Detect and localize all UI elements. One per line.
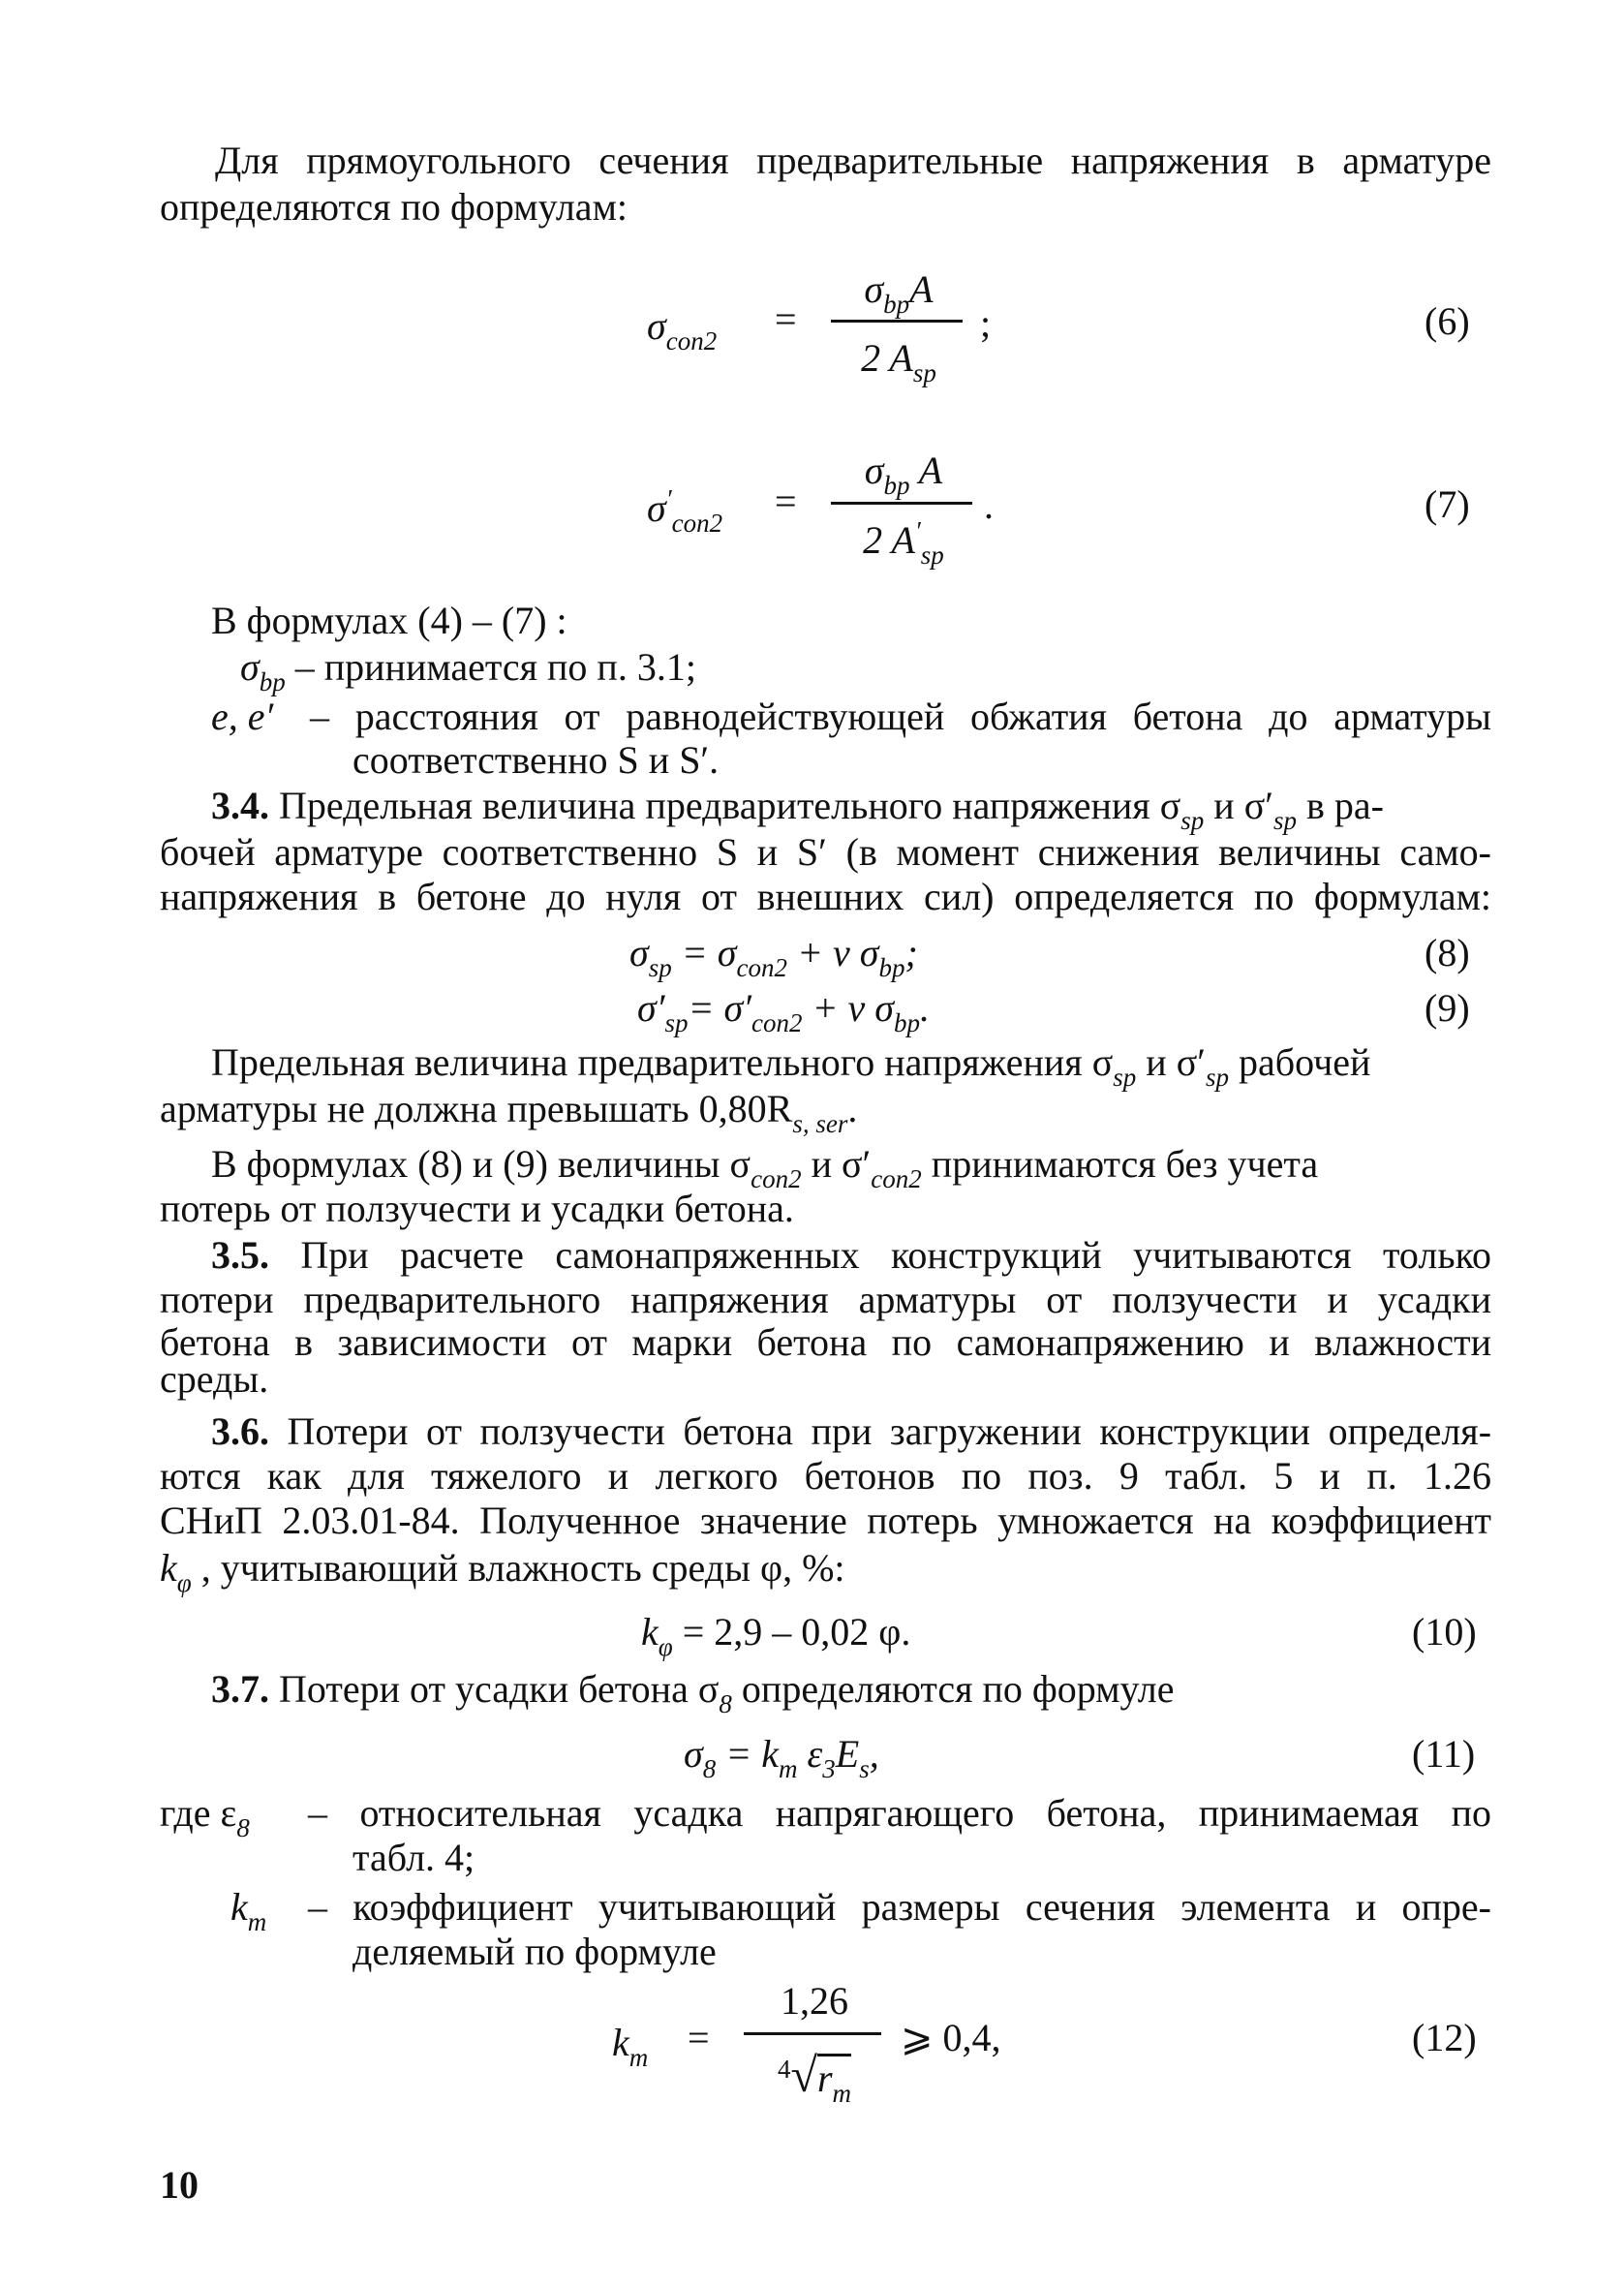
eq12-equals: =	[688, 2016, 710, 2059]
eq6-numerator: $\sigma_{bp}A$	[864, 267, 934, 319]
para-3-5-line-2: потери предварительного напряжения арматуры от ползучести и усадки	[160, 1278, 1491, 1321]
para-3-6-line-1: 3.6. Потери от ползучести бетона при загружении конструкции определя-	[211, 1409, 1492, 1453]
where-eps-text: – относительная усадка напрягающего бетона, принимаемая по	[308, 1791, 1491, 1835]
intro-line-1: Для прямоугольного сечения предварительные напряжения в арматуре	[215, 139, 1491, 182]
eq6-fraction-bar	[831, 320, 963, 323]
eq12-numerator: 1,26	[781, 1979, 848, 2023]
para-note-line-1: В формулах (8) и (9) величины $\sigma_{con2}$ и $\sigma'_{con2}$ принимаются без учета	[211, 1142, 1319, 1193]
eq7-numerator: $\sigma_{bp}$ A	[864, 448, 943, 500]
def-sigma-bp: $\sigma_{bp}$ – принимается по п. 3.1;	[240, 645, 696, 696]
eq6-tail: ;	[980, 301, 992, 345]
root-overline: $r_m$	[817, 2054, 851, 2100]
eq6-number: (6)	[1425, 299, 1470, 343]
para-3-7-line-1: 3.7. Потери от усадки бетона $\sigma_8$ определяются по формуле	[211, 1667, 1175, 1718]
eq6-lhs: $\sigma_{con2}$	[647, 304, 718, 356]
para-3-6-line-2: ются как для тяжелого и легкого бетонов по поз. 9 табл. 5 и п. 1.26	[160, 1454, 1491, 1498]
para-limit-line-2: арматуры не должна превышать $0,80R_{s, ser}$.	[160, 1087, 858, 1138]
eq11: $\sigma_8 = k_m$ $\varepsilon_3E_s$,	[684, 1732, 879, 1783]
def-e-text-2: соответственно S и S′.	[352, 738, 720, 782]
para-3-4-line-3: напряжения в бетоне до нуля от внешних сил) определяется по формулам:	[160, 875, 1491, 918]
eq7-tail: .	[984, 483, 994, 527]
para-3-4-line-1: 3.4. Предельная величина предварительного напряжения $\sigma_{sp}$ и $\sigma'_{sp}$ в ра-	[211, 784, 1384, 835]
para-limit-line-1: Предельная величина предварительного напряжения $\sigma_{sp}$ и $\sigma'_{sp}$ рабочей	[211, 1040, 1371, 1092]
eq7-denominator: 2 $A'_{sp}$	[863, 516, 944, 570]
para-3-6-line-4: $k_\varphi$ , учитывающий влажность среды φ, %:	[160, 1546, 845, 1597]
para-note-line-2: потерь от ползучести и усадки бетона.	[160, 1187, 794, 1230]
where-eps-symbol: где $\varepsilon_8$	[160, 1791, 250, 1842]
para-3-5-line-3: бетона в зависимости от марки бетона по самонапряжению и влажности	[160, 1320, 1491, 1364]
eq7-number: (7)	[1425, 482, 1470, 526]
para-3-4-line-2: бочей арматуре соответственно S и S′ (в момент снижения величины само-	[160, 830, 1491, 874]
eq12-denominator: $^4√r_m$	[777, 2048, 852, 2108]
eq12-lhs: $k_m$	[612, 2021, 649, 2072]
defs-intro: В формулах (4) – (7) :	[211, 599, 567, 642]
eq7-lhs: $\sigma'_{con2}$	[647, 484, 723, 538]
where-km-text-2: деляемый по формуле	[352, 1930, 717, 1973]
def-e-text: – расстояния от равнодействующей обжатия бетона до арматуры	[310, 695, 1491, 738]
eq8: $\sigma_{sp} = \sigma_{con2} + \nu$ $\sigma_{bp}$;	[629, 931, 918, 982]
where-km-text: – коэффициент учитывающий размеры сечения элемента и опре-	[308, 1885, 1491, 1929]
eq9: $\sigma'_{sp}= \sigma'_{con2} + \nu$ $\sigma_{bp}$.	[637, 986, 930, 1037]
eq7-equals: =	[775, 479, 797, 523]
para-3-5-line-4: среды.	[160, 1357, 269, 1401]
eq10: $k_\varphi = 2,9 - 0,02$ φ.	[641, 1610, 911, 1661]
page-number: 10	[160, 2163, 199, 2207]
eq12-fraction-bar	[744, 2032, 881, 2035]
eq12-tail: ⩾ 0,4,	[901, 2016, 1001, 2059]
eq7-fraction-bar	[831, 502, 972, 505]
intro-line-2: определяются по формулам:	[160, 185, 628, 229]
eq9-number: (9)	[1425, 986, 1470, 1030]
eq6-equals: =	[775, 297, 797, 341]
eq8-number: (8)	[1425, 931, 1470, 974]
para-3-5-line-1: 3.5. При расчете самонапряженных конструкций учитываются только	[211, 1233, 1491, 1277]
eq6-denominator: 2 $A_{sp}$	[861, 336, 936, 387]
eq11-number: (11)	[1412, 1732, 1476, 1776]
where-km-symbol: $k_m$	[230, 1885, 267, 1936]
def-e-symbol: e, e′	[211, 695, 274, 738]
eq12-number: (12)	[1412, 2016, 1477, 2059]
where-eps-text-2: табл. 4;	[352, 1836, 475, 1879]
eq10-number: (10)	[1412, 1610, 1477, 1654]
para-3-6-line-3: СНиП 2.03.01-84. Полученное значение потерь умножается на коэффициент	[160, 1499, 1491, 1542]
